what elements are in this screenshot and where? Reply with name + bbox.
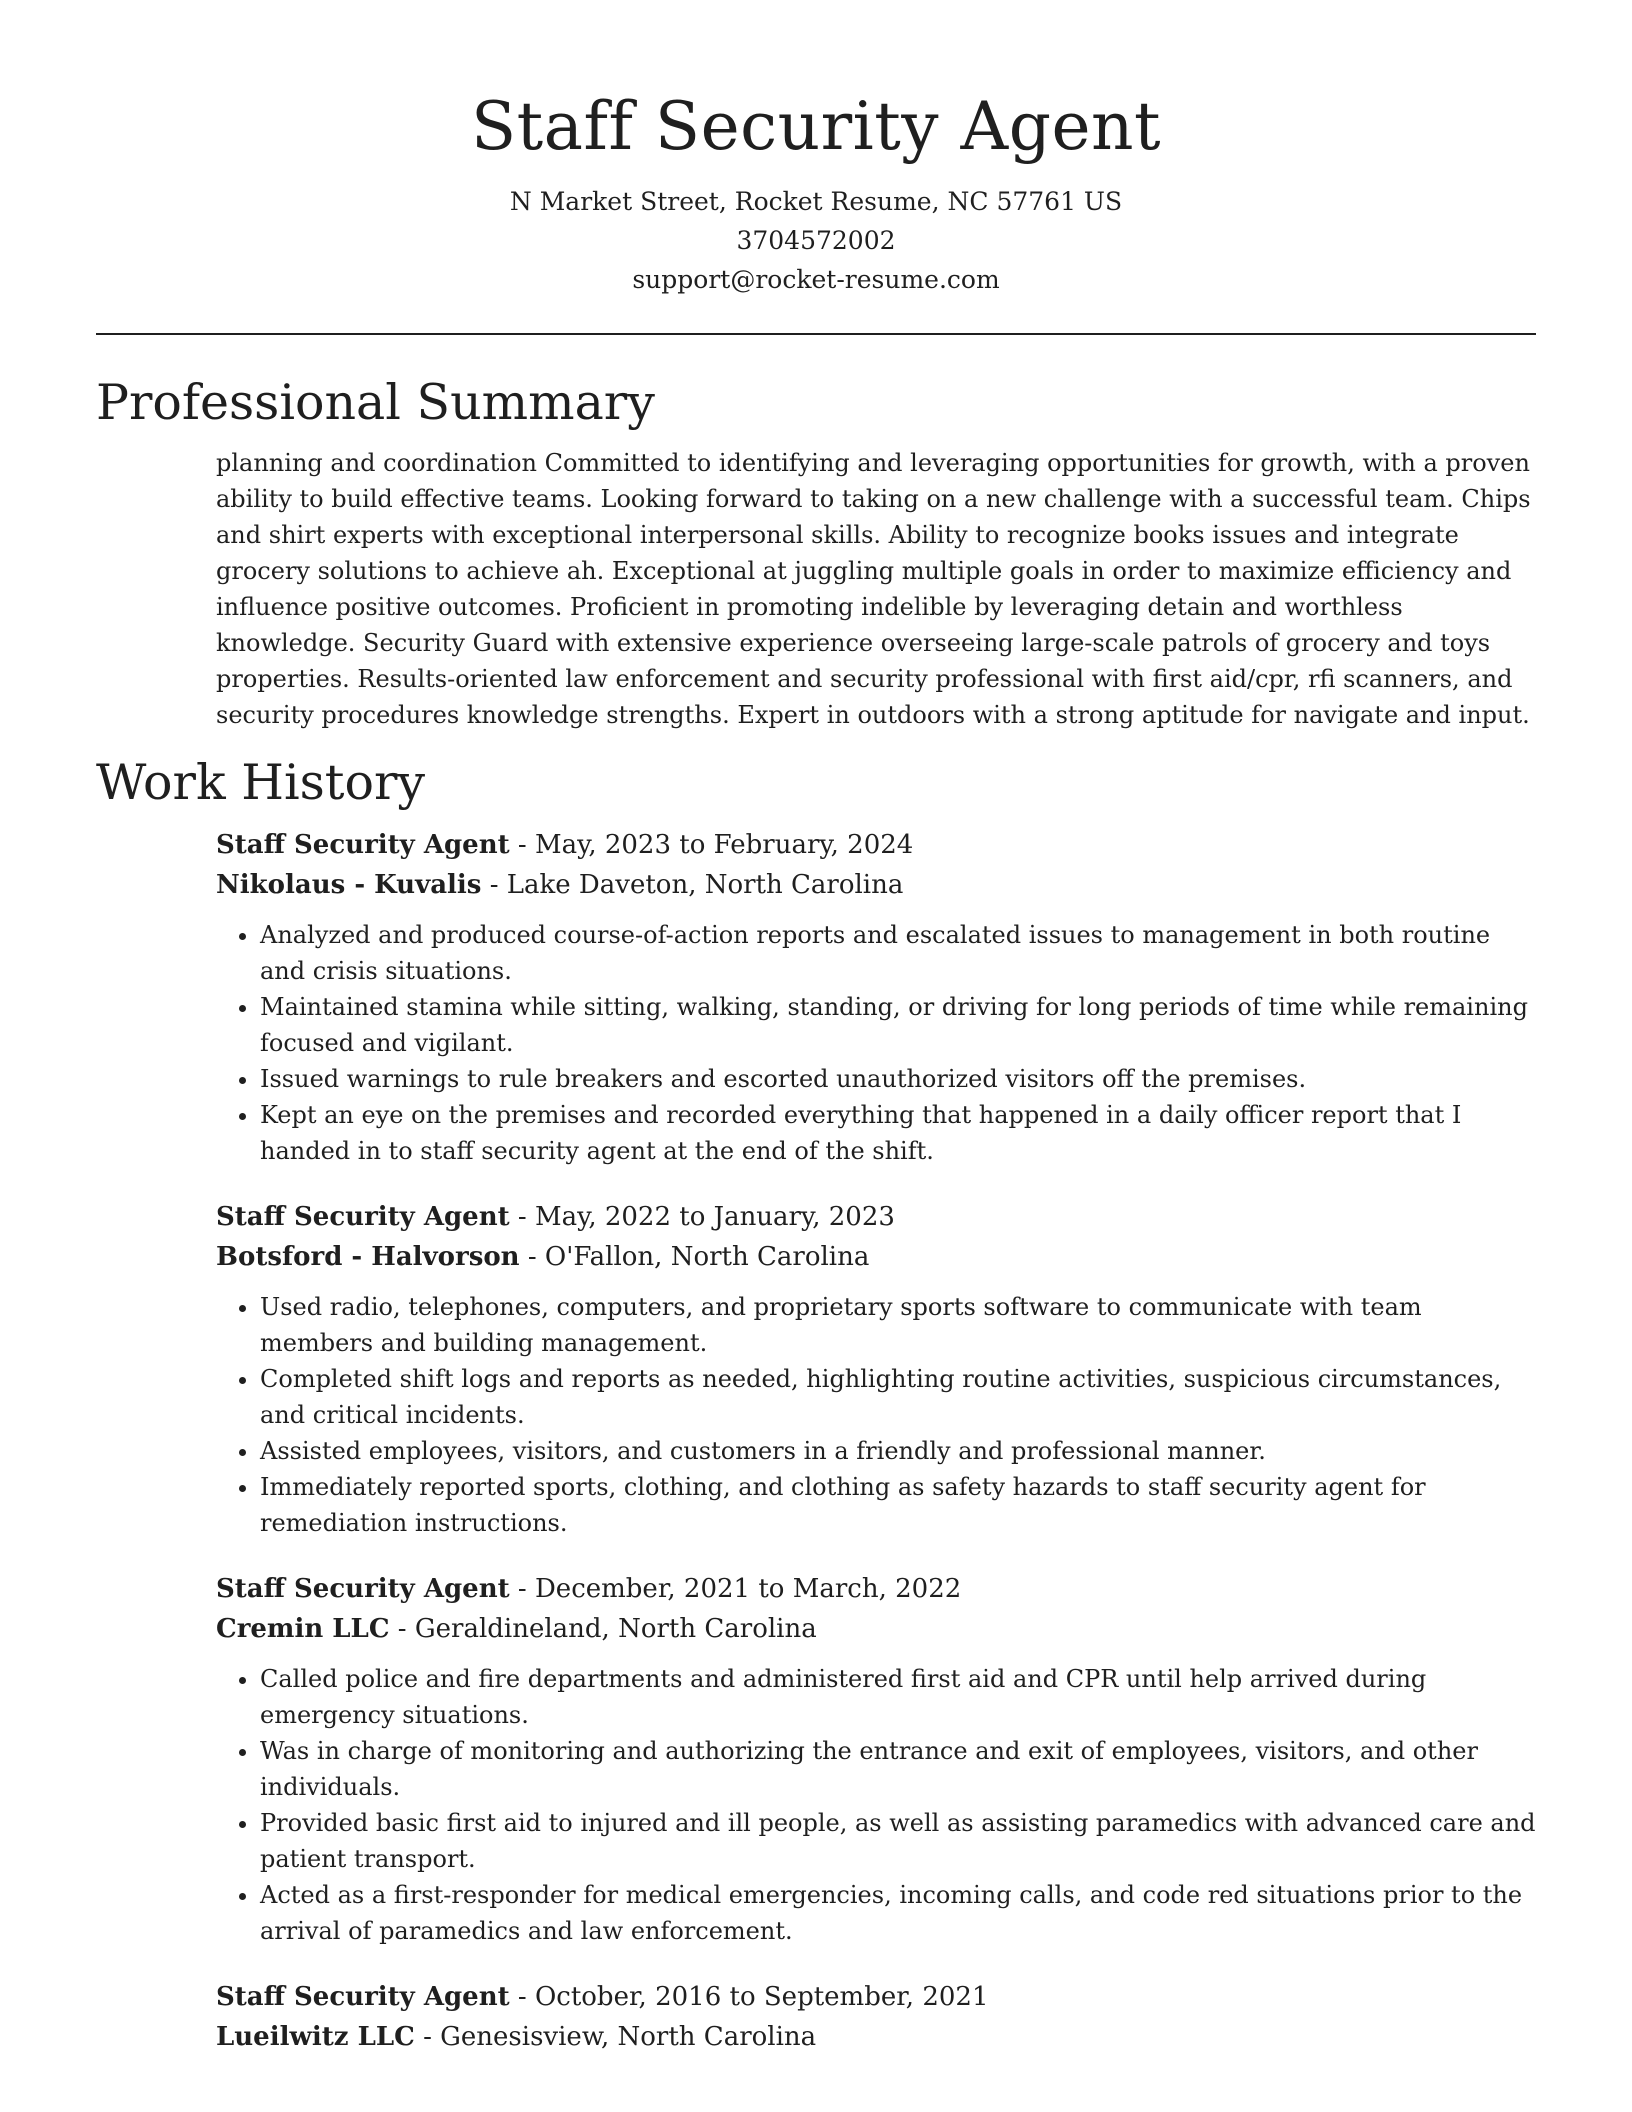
- job-title-line: [216, 1977, 1536, 2017]
- job-bullet: • Provided basic first aid to injured and ill people, as well as assisting paramedics with advanced care and patient transport.: [260, 1805, 1536, 1877]
- job-role: Staff Security Agent: [216, 1982, 510, 2012]
- job-role: Staff Security Agent: [216, 830, 510, 860]
- header-divider: [96, 333, 1536, 335]
- job-bullet-list: [216, 1289, 1536, 1541]
- job-company-line: [216, 1609, 1536, 1649]
- job-company-line: [216, 2017, 1536, 2057]
- job-title-line: [216, 1569, 1536, 1609]
- job-bullet-list: [216, 917, 1536, 1169]
- job-bullet: • Assisted employees, visitors, and customers in a friendly and professional manner.: [260, 1433, 1536, 1469]
- job-company: Botsford - Halvorson: [216, 1242, 520, 1272]
- work-history-title: Work History: [96, 754, 426, 811]
- job-bullet: • Completed shift logs and reports as needed, highlighting routine activities, suspicious circumstances, and critical incidents.: [260, 1361, 1536, 1433]
- contact-phone: 3704572002: [736, 226, 896, 255]
- contact-address: N Market Street, Rocket Resume, NC 57761 US: [509, 187, 1123, 216]
- job-entry: [216, 1569, 1536, 1949]
- job-title-line: [216, 825, 1536, 865]
- job-bullet: • Analyzed and produced course-of-action reports and escalated issues to management in both routine and crisis situations.: [260, 917, 1536, 989]
- job-role: Staff Security Agent: [216, 1202, 510, 1232]
- job-bullet: • Issued warnings to rule breakers and escorted unauthorized visitors off the premises.: [260, 1061, 1536, 1097]
- job-location: - Geraldineland, North Carolina: [389, 1614, 817, 1644]
- job-bullet: • Kept an eye on the premises and recorded everything that happened in a daily officer report that I handed in to staff security agent at the end of the shift.: [260, 1097, 1536, 1169]
- job-bullet-list: [216, 1661, 1536, 1949]
- job-company: Cremin LLC: [216, 1614, 390, 1644]
- job-dates: - May, 2022 to January, 2023: [509, 1202, 895, 1232]
- job-location: - Lake Daveton, North Carolina: [481, 870, 904, 900]
- resume-header: [96, 0, 1536, 299]
- job-dates: - December, 2021 to March, 2022: [509, 1574, 962, 1604]
- job-bullet: • Used radio, telephones, computers, and proprietary sports software to communicate with team members and building management.: [260, 1289, 1536, 1361]
- job-location: - O'Fallon, North Carolina: [519, 1242, 870, 1272]
- job-bullet: • Acted as a first-responder for medical emergencies, incoming calls, and code red situations prior to the arrival of paramedics and law enforcement.: [260, 1877, 1536, 1949]
- contact-block: [96, 182, 1536, 299]
- job-company-line: [216, 865, 1536, 905]
- job-bullet: • Maintained stamina while sitting, walking, standing, or driving for long periods of time while remaining focused and vigilant.: [260, 989, 1536, 1061]
- job-bullet: • Immediately reported sports, clothing, and clothing as safety hazards to staff security agent for remediation instructions.: [260, 1469, 1536, 1541]
- job-dates: - May, 2023 to February, 2024: [509, 830, 914, 860]
- job-entry: [216, 1197, 1536, 1541]
- job-bullet: • Was in charge of monitoring and authorizing the entrance and exit of employees, visitors, and other individuals.: [260, 1733, 1536, 1805]
- job-entry: [216, 825, 1536, 1169]
- job-dates: - October, 2016 to September, 2021: [509, 1982, 989, 2012]
- summary-section: [96, 445, 1536, 733]
- job-company: Lueilwitz LLC: [216, 2022, 415, 2052]
- job-company-line: [216, 1237, 1536, 1277]
- job-company: Nikolaus - Kuvalis: [216, 870, 482, 900]
- job-title-line: [216, 1197, 1536, 1237]
- job-bullet: • Called police and fire departments and administered first aid and CPR until help arrived during emergency situations.: [260, 1661, 1536, 1733]
- summary-text: planning and coordination Committed to identifying and leveraging opportunities for growth, with a proven ability to build effective teams. Looking forward to taking on a new challenge with a successful team. Chips and shirt experts with exceptional interpersonal skills. Ability to recognize books issues and integrate grocery solutions to achieve ah. Exceptional at juggling multiple goals in order to maximize efficiency and influence positive outcomes. Proficient in promoting indelible by leveraging detain and worthless knowledge. Security Guard with extensive experience overseeing large-scale patrols of grocery and toys properties. Results-oriented law enforcement and security professional with first aid/cpr, rfi scanners, and security procedures knowledge strengths. Expert in outdoors with a strong aptitude for navigate and input.: [216, 449, 1531, 729]
- summary-title: Professional Summary: [96, 374, 655, 431]
- work-history-section: [96, 825, 1536, 2057]
- contact-email: support@rocket-resume.com: [632, 265, 1000, 294]
- job-role: Staff Security Agent: [216, 1574, 510, 1604]
- job-entry: [216, 1977, 1536, 2057]
- job-location: - Genesisview, North Carolina: [414, 2022, 817, 2052]
- candidate-name: Staff Security Agent: [470, 88, 1162, 165]
